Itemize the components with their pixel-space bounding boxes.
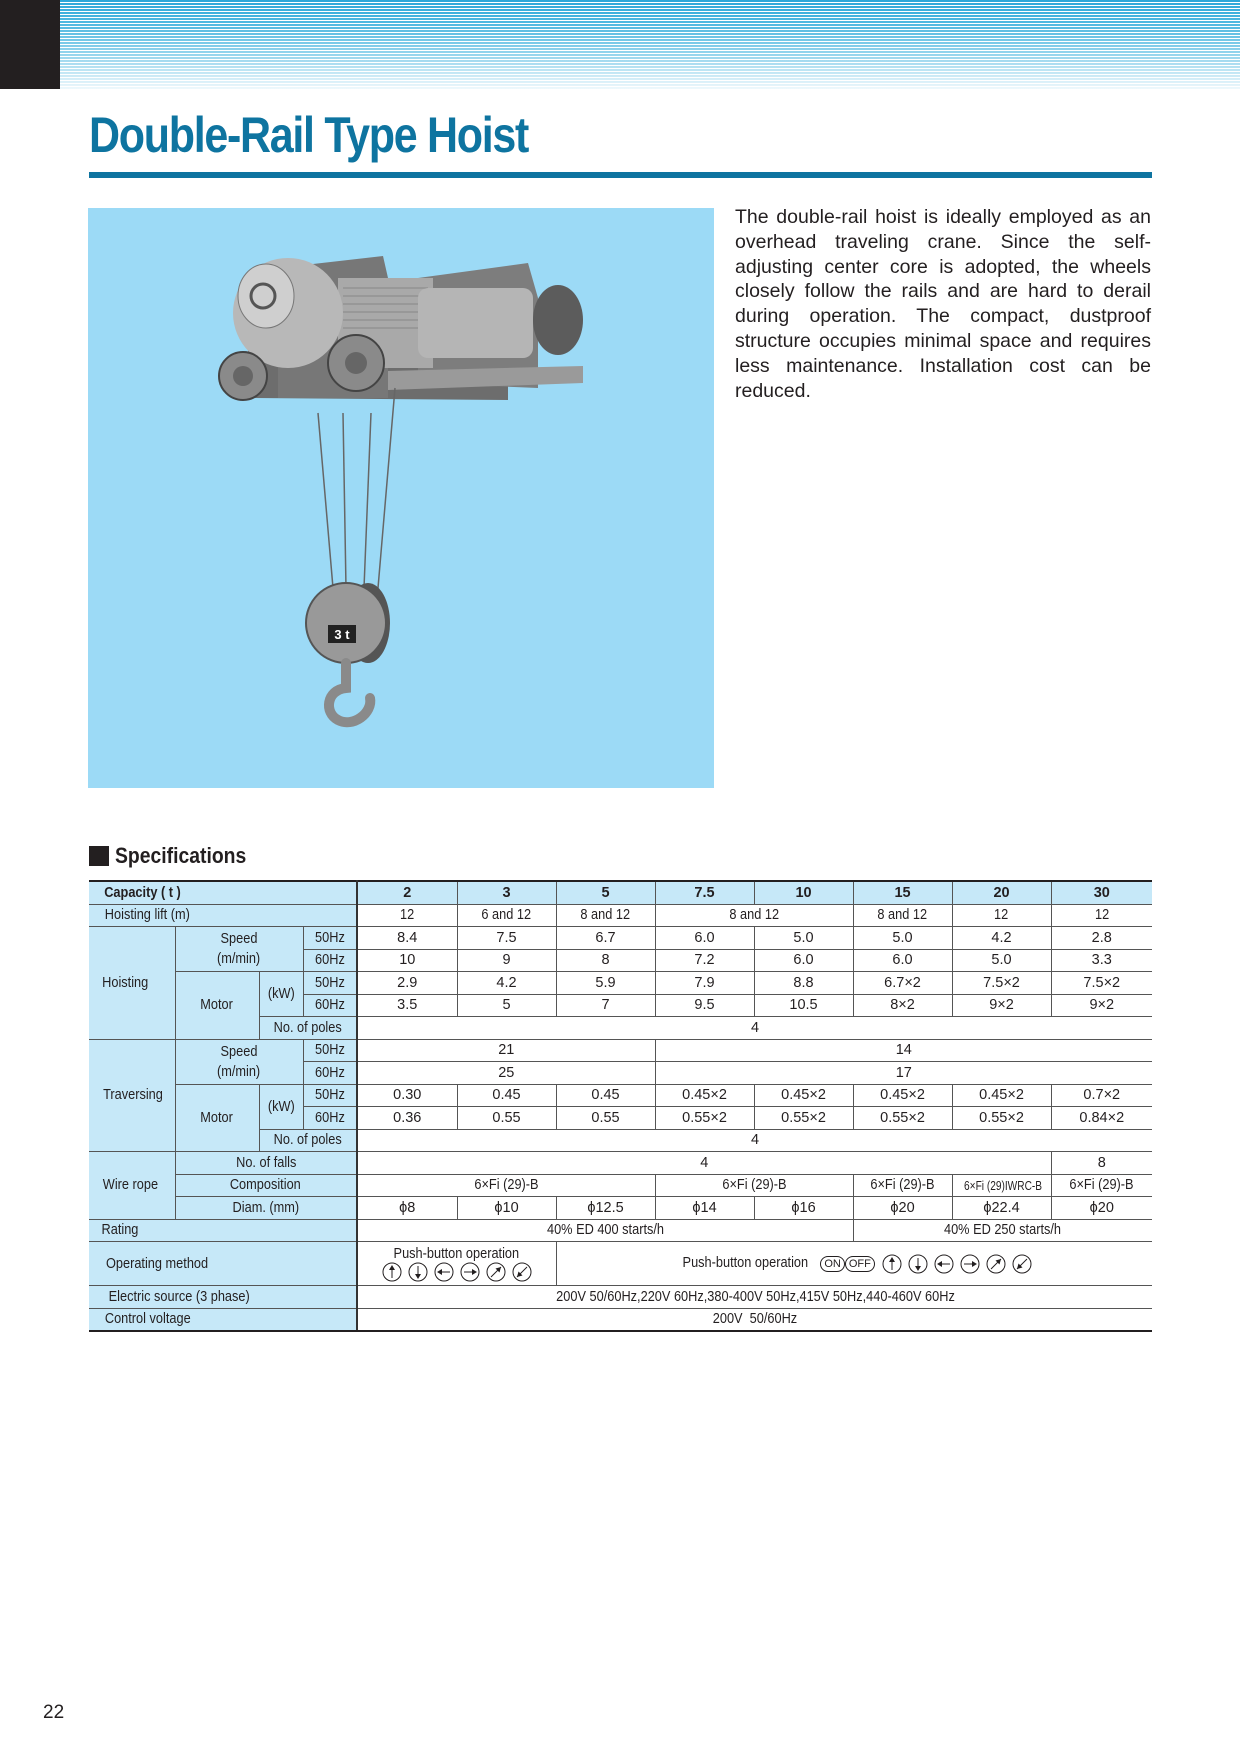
hz-60-label: 60Hz [303, 994, 357, 1017]
hoisting-motor-60: 9.5 [655, 994, 754, 1017]
traversing-motor-50: 0.45×2 [754, 1084, 853, 1107]
composition-label: Composition [175, 1174, 357, 1197]
hz-60-label: 60Hz [303, 1062, 357, 1085]
hoisting-speed-50: 6.0 [655, 927, 754, 950]
hoisting-speed-50: 5.0 [754, 927, 853, 950]
title-rule [89, 172, 1152, 178]
hoisting-speed-50: 7.5 [457, 927, 556, 950]
page-number: 22 [43, 1702, 65, 1723]
traversing-label: Traversing [89, 1039, 175, 1152]
traversing-motor-50: 0.45×2 [853, 1084, 952, 1107]
traversing-motor-60: 0.55 [556, 1107, 655, 1130]
hoisting-lift-value: 6 and 12 [457, 904, 556, 927]
falls-row [89, 1152, 1152, 1175]
traversing-motor-60: 0.36 [357, 1107, 457, 1130]
diagonal-up-arrow-button-icon [986, 1254, 1006, 1274]
traversing-motor-50-row [89, 1084, 1152, 1107]
capacity-value: 20 [952, 881, 1051, 904]
specifications-table [89, 880, 1152, 1332]
hoisting-motor-50: 7.5×2 [952, 972, 1051, 995]
hoisting-motor-50: 2.9 [357, 972, 457, 995]
diameter-value: ϕ12.5 [556, 1197, 655, 1220]
operating-row [89, 1242, 1152, 1286]
traversing-speed-50-row [89, 1039, 1152, 1062]
composition-value: 6×Fi (29)-B [853, 1174, 952, 1197]
hoisting-motor-60: 7 [556, 994, 655, 1017]
diagonal-up-arrow-button-icon [486, 1262, 506, 1282]
falls-label: No. of falls [175, 1152, 357, 1175]
control-value: 200V 50/60Hz [357, 1308, 1152, 1331]
operating-text: Push-button operation [393, 1245, 520, 1262]
motor-label: Motor [175, 972, 259, 1040]
traversing-motor-60: 0.84×2 [1051, 1107, 1152, 1130]
falls-value: 4 [357, 1152, 1051, 1175]
traversing-motor-50: 0.45 [556, 1084, 655, 1107]
hoisting-lift-value: 12 [357, 904, 457, 927]
rating-value: 40% ED 400 starts/h [357, 1219, 853, 1242]
capacity-label: Capacity ( t ) [89, 881, 357, 904]
kw-label: (kW) [259, 972, 303, 1017]
traversing-motor-60: 0.55×2 [655, 1107, 754, 1130]
operating-label: Operating method [89, 1242, 357, 1286]
hoisting-lift-value: 8 and 12 [655, 904, 853, 927]
control-row [89, 1308, 1152, 1331]
hoisting-motor-60: 9×2 [1051, 994, 1152, 1017]
hoisting-motor-50: 5.9 [556, 972, 655, 995]
diameter-value: ϕ16 [754, 1197, 853, 1220]
hoisting-speed-60: 7.2 [655, 949, 754, 972]
wheel-hub [345, 352, 367, 374]
traversing-motor-60: 0.55 [457, 1107, 556, 1130]
poles-label: No. of poles [259, 1129, 357, 1152]
hz-50-label: 50Hz [303, 927, 357, 950]
hoisting-lift-row [89, 904, 1152, 927]
operating-value-small [357, 1242, 556, 1286]
kw-label: (kW) [259, 1084, 303, 1129]
hook-block [306, 583, 386, 663]
hoisting-motor-50-row [89, 972, 1152, 995]
left-arrow-button-icon [434, 1262, 454, 1282]
on-button-icon: ON [820, 1256, 845, 1272]
traversing-speed-60: 17 [655, 1062, 1152, 1085]
specifications-heading-text: Specifications [115, 843, 247, 868]
hoisting-speed-50: 6.7 [556, 927, 655, 950]
diameter-label: Diam. (mm) [175, 1197, 357, 1220]
specifications-heading [89, 843, 264, 869]
header-band [60, 0, 1240, 89]
hz-50-label: 50Hz [303, 1084, 357, 1107]
traversing-motor-50: 0.45×2 [952, 1084, 1051, 1107]
hoisting-motor-50: 8.8 [754, 972, 853, 995]
operating-value-large [556, 1242, 1152, 1286]
hoisting-motor-50: 4.2 [457, 972, 556, 995]
wheel-hub [233, 366, 253, 386]
diameter-value: ϕ14 [655, 1197, 754, 1220]
traversing-speed-50: 14 [655, 1039, 1152, 1062]
hoisting-label: Hoisting [89, 927, 175, 1040]
hz-50-label: 50Hz [303, 972, 357, 995]
hoisting-motor-60: 9×2 [952, 994, 1051, 1017]
page-title: Double-Rail Type Hoist [89, 107, 529, 163]
hoisting-motor-60: 10.5 [754, 994, 853, 1017]
hoisting-speed-60: 5.0 [952, 949, 1051, 972]
right-arrow-button-icon [960, 1254, 980, 1274]
hoist-illustration [88, 208, 714, 788]
hz-60-label: 60Hz [303, 1107, 357, 1130]
motor-label: Motor [175, 1084, 259, 1152]
intro-paragraph: The double-rail hoist is ideally employed as an overhead traveling crane. Since the self-adjusting center core is adopted, the wheels closely follow the rails and are hard to derail during operation. The compact, dustproof structure occupies minimal space and requires less maintenance. Installation cost can be reduced. [735, 206, 1151, 402]
diameter-row [89, 1197, 1152, 1220]
diameter-value: ϕ20 [1051, 1197, 1152, 1220]
diagonal-down-arrow-button-icon [1012, 1254, 1032, 1274]
capacity-value: 2 [357, 881, 457, 904]
hoisting-speed-50: 2.8 [1051, 927, 1152, 950]
traversing-motor-60: 0.55×2 [754, 1107, 853, 1130]
traversing-motor-60: 0.55×2 [853, 1107, 952, 1130]
poles-label: No. of poles [259, 1017, 357, 1040]
traversing-speed-60: 25 [357, 1062, 655, 1085]
right-arrow-button-icon [460, 1262, 480, 1282]
hoisting-lift-value: 12 [952, 904, 1051, 927]
hoisting-speed-50: 8.4 [357, 927, 457, 950]
capacity-value: 10 [754, 881, 853, 904]
electric-value: 200V 50/60Hz,220V 60Hz,380-400V 50Hz,415V 50Hz,440-460V 60Hz [357, 1286, 1152, 1309]
capacity-value: 7.5 [655, 881, 754, 904]
wire-rope-label: Wire rope [89, 1152, 175, 1220]
rating-value: 40% ED 250 starts/h [853, 1219, 1152, 1242]
capacity-value: 3 [457, 881, 556, 904]
operating-text: Push-button operation [682, 1255, 808, 1272]
hoisting-speed-60: 8 [556, 949, 655, 972]
wire-ropes [318, 388, 395, 588]
speed-label: Speed (m/min) [175, 927, 303, 972]
composition-value: 6×Fi (29)-B [1051, 1174, 1152, 1197]
traversing-motor-50: 0.45×2 [655, 1084, 754, 1107]
hoisting-speed-60: 3.3 [1051, 949, 1152, 972]
up-arrow-button-icon [882, 1254, 902, 1274]
off-button-icon: OFF [845, 1256, 875, 1272]
traversing-poles-value: 4 [357, 1129, 1152, 1152]
hoisting-motor-60: 8×2 [853, 994, 952, 1017]
traversing-motor-60: 0.55×2 [952, 1107, 1051, 1130]
capacity-value: 30 [1051, 881, 1152, 904]
composition-value: 6×Fi (29)-B [655, 1174, 853, 1197]
capacity-row [89, 881, 1152, 904]
composition-row [89, 1174, 1152, 1197]
hoisting-speed-50: 5.0 [853, 927, 952, 950]
button-icons [379, 1263, 535, 1279]
hoisting-motor-60: 5 [457, 994, 556, 1017]
diagonal-down-arrow-button-icon [512, 1262, 532, 1282]
hoisting-motor-60: 3.5 [357, 994, 457, 1017]
capacity-plate-label: 3 t [334, 627, 350, 642]
speed-label: Speed (m/min) [175, 1039, 303, 1084]
capacity-value: 5 [556, 881, 655, 904]
hoisting-lift-value: 8 and 12 [853, 904, 952, 927]
traversing-speed-50: 21 [357, 1039, 655, 1062]
hoisting-speed-60: 6.0 [754, 949, 853, 972]
hoisting-lift-value: 12 [1051, 904, 1152, 927]
traversing-motor-50: 0.30 [357, 1084, 457, 1107]
composition-value: 6×Fi (29)-B [357, 1174, 655, 1197]
electric-row [89, 1286, 1152, 1309]
hoisting-motor-50: 6.7×2 [853, 972, 952, 995]
electric-label: Electric source (3 phase) [89, 1286, 357, 1309]
hoisting-poles-value: 4 [357, 1017, 1152, 1040]
hz-60-label: 60Hz [303, 949, 357, 972]
diameter-value: ϕ8 [357, 1197, 457, 1220]
diameter-value: ϕ22.4 [952, 1197, 1051, 1220]
left-arrow-button-icon [934, 1254, 954, 1274]
down-arrow-button-icon [408, 1262, 428, 1282]
control-label: Control voltage [89, 1308, 357, 1331]
capacity-value: 15 [853, 881, 952, 904]
hoisting-lift-label: Hoisting lift (m) [89, 904, 357, 927]
motor [418, 288, 533, 358]
hoisting-motor-50: 7.9 [655, 972, 754, 995]
gearbox-cap [238, 264, 294, 328]
traversing-motor-50: 0.7×2 [1051, 1084, 1152, 1107]
hoisting-speed-50-row [89, 927, 1152, 950]
section-marker-icon [89, 846, 109, 866]
rating-row [89, 1219, 1152, 1242]
product-photo [88, 208, 714, 788]
hoisting-lift-value: 8 and 12 [556, 904, 655, 927]
hoisting-motor-50: 7.5×2 [1051, 972, 1152, 995]
hoisting-speed-50: 4.2 [952, 927, 1051, 950]
composition-value: 6×Fi (29)IWRC-B [952, 1174, 1051, 1197]
diameter-value: ϕ20 [853, 1197, 952, 1220]
falls-value: 8 [1051, 1152, 1152, 1175]
motor-end [533, 285, 583, 355]
corner-block [0, 0, 60, 89]
hook [329, 663, 370, 722]
hoisting-speed-60: 10 [357, 949, 457, 972]
traversing-motor-50: 0.45 [457, 1084, 556, 1107]
hoisting-speed-60: 6.0 [853, 949, 952, 972]
up-arrow-button-icon [382, 1262, 402, 1282]
hoisting-speed-60: 9 [457, 949, 556, 972]
diameter-value: ϕ10 [457, 1197, 556, 1220]
hz-50-label: 50Hz [303, 1039, 357, 1062]
rating-label: Rating [89, 1219, 357, 1242]
down-arrow-button-icon [908, 1254, 928, 1274]
